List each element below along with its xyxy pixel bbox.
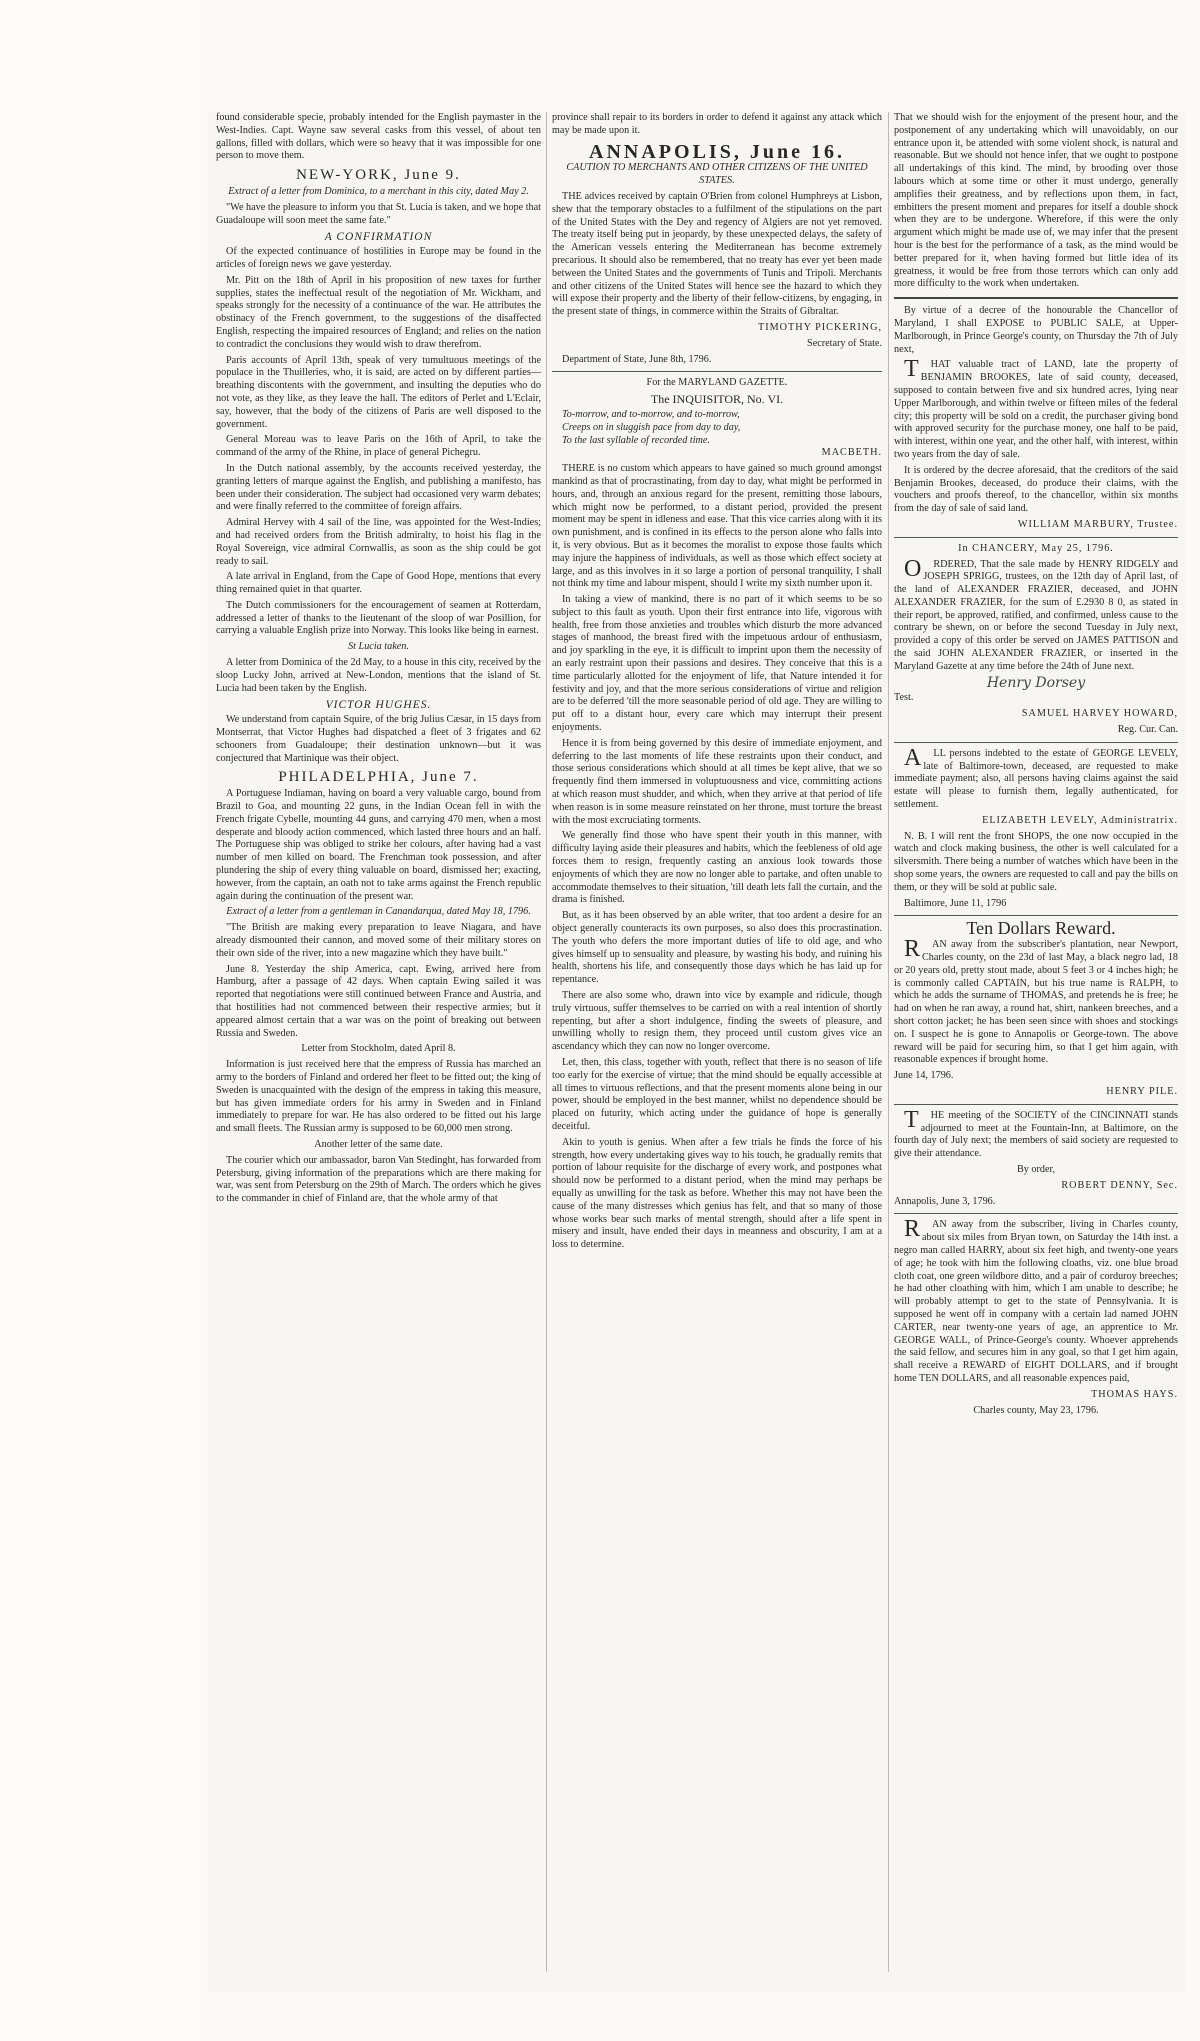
article-text: General Moreau was to leave Paris on the 16th of April, to take the command of the army of the Rhine, in place of general Pichegru. bbox=[216, 434, 541, 459]
article-text: Hence it is from being governed by this desire of immediate enjoyment, and deferring to the last moments of life these restraints upon their conduct, and those serious considerations which should at all times be kept alive, that we so frequently find them immersed in voluptuousness and vice, committing actions at which reason must shudder, and which, when they arrive at that period of life when reason is in some measure reinstated on her throne, must torture the breast with the most excruciating torments. bbox=[552, 737, 882, 826]
article-text: Admiral Hervey with 4 sail of the line, was appointed for the West-Indies; and had received orders from the British admiralty, to hoist his flag in the Royal Sovereign, vice admiral Cornwallis, as soon as the ship could be got ready to sail. bbox=[216, 517, 541, 567]
advertisement-text: RAN away from the subscriber, living in Charles county, about six miles from Bryan town, on Saturday the 14th inst. a negro man called HARRY, about six feet high, and twenty-one years of age; he took with him the following cloaths, viz. one blue broad cloth coat, one green wildbore ditto, and a pair of corduroy breeches; he had other cloathing with him, which I am unable to describe; he will probably attempt to get to the state of Pennsylvania. It is supposed he went off in company with a certain lad named JOHN CARTER, near twenty-one years of age, an apprentice to Mr. GEORGE WALL, of Prince-George's county. Whoever apprehends the said fellow, and secures him in any goal, so that I get him again, shall receive a REWARD of EIGHT DOLLARS, and if brought home TEN DOLLARS, and all reasonable expences paid, bbox=[894, 1216, 1178, 1384]
section-heading: The INQUISITOR, No. VI. bbox=[650, 392, 784, 407]
column-1 bbox=[216, 112, 541, 1209]
extract-heading: Extract of a letter from Dominica, to a merchant in this city, dated May 2. bbox=[228, 185, 529, 197]
article-text: Let, then, this class, together with youth, reflect that there is no season of life too early for the exercise of virtue; that the mind should be equally accessible at all times to virtuous reflections, and that the present moments alone being in our power, should be employed in the best manner, whilst no dependence should be placed on futurity, which acting under the guidance of hope is generally deceitful. bbox=[552, 1056, 882, 1132]
dateline-heading: NEW-YORK, June 9. bbox=[296, 167, 461, 184]
section-heading: St Lucia taken. bbox=[348, 641, 409, 653]
verse-line: To-morrow, and to-morrow, and to-morrow, bbox=[562, 408, 740, 420]
article-text: A letter from Dominica of the 2d May, to a house in this city, received by the sloop Lucky John, arrived at New-London, mentions that the island of St. Lucia had been taken by the English. bbox=[216, 657, 541, 694]
advertisement-text: ORDERED, That the sale made by HENRY RIDGELY and JOSEPH SPRIGG, trustees, on the 12th day of April last, of the land of ALEXANDER FRAZIER, deceased, and JOHN ALEXANDER FRAZIER, for the sum of £.2930 8 0, as stated in their report, be approved, ratified, and confirmed, unless cause to the contrary be shewn, on or before the second Tuesday in July next, provided a copy of this order be served on JAMES PATTISON and the said JOHN ALEXANDER FRAZIER, or inserted in the Maryland Gazette at any time before the 24th of June next. bbox=[894, 555, 1178, 672]
divider bbox=[894, 742, 1178, 743]
article-text: We understand from captain Squire, of the brig Julius Cæsar, in 15 days from Montserrat, that Victor Hughes had dispatched a fleet of 3 frigates and 62 schooners from Guadaloupe; their destination unknown—but it was conjectured that Martinique was their object. bbox=[216, 714, 541, 764]
article-text: Paris accounts of April 13th, speak of very tumultuous meetings of the populace in the Thuilleries, who, it is said, are acted on by different parties—breathing discontents with the government, and insulting the deputies who do not vote, as they like, as they leave the hall. The editors of Perlet and L'Eclair, say, however, that the body of the citizens of Paris are well disposed to the government. bbox=[216, 354, 541, 430]
signature: ELIZABETH LEVELY, Administratrix. bbox=[982, 814, 1178, 826]
article-text: A Portuguese Indiaman, having on board a very valuable cargo, bound from Brazil to Goa, and mounting 22 guns, in the Indian Ocean fell in with the French frigate Cybelle, mounting 44 guns, and carrying 470 men, when a most desperate and bloody action commenced, which lasted three hours and an half. The Portuguese ship was obliged to strike her colours, after having had a vast number of men killed on board. The Frenchman took possession, and after plundering the ship of every thing valuable on board, dismissed her; exacting, however, from the captain, an oath not to take arms against the French republic again during the continuation of the present war. bbox=[216, 788, 541, 902]
divider bbox=[894, 1213, 1178, 1214]
dateline-heading: ANNAPOLIS, June 16. bbox=[589, 140, 845, 163]
signature: HENRY PILE. bbox=[1106, 1085, 1178, 1097]
divider bbox=[552, 371, 882, 372]
column-2 bbox=[552, 112, 882, 1255]
advertisement-text: RAN away from the subscriber's plantation, near Newport, Charles county, on the 23d of last May, a black negro lad, 18 or 20 years old, pretty stout made, about 5 feet 3 or 4 inches high; he is commonly called CAPTAIN, but his true name is RALPH, to which he adds the surname of THOMAS, and pretends he is free; he had on when he ran away, a round hat, shirt, nankeen breeches, and a short cotton jacket; he has been seen since with shoes and stockings on. I suspect he is gone to Annapolis or George-town. The above reward will be paid for securing him, so that I get him again, with reasonable expences if brought home. bbox=[894, 936, 1178, 1066]
attestation: Test. bbox=[894, 692, 914, 704]
article-text: The courier which our ambassador, baron Van Stedinght, has forwarded from Petersburg, giving information of the preparations which are there making for war, was sent from Petersburg on the 29th of March. The orders which he gives to the commander in chief of Finland are, that the whole army of that bbox=[216, 1154, 541, 1205]
article-text: That we should wish for the enjoyment of the present hour, and the postponement of any undertaking which will unavoidably, on our entrance upon it, be attended with some violent shock, is natural and reasonable. But we should not hence infer, that we ought to postpone all undertakings of this kind. The mind, by brooding over those labours which at some time or other it must undergo, generally amplifies their greatness, and by reflections upon them, in fact, embitters the present moment and prepares for itself a double shock when they are to be undergone. Wherefore, if this were the only argument which might be made use of, we may infer that the present hour is the best for the performance of a task, as the mind would be better prepared for it, when having formed but little idea of its greatness, it would be free from those terrors which can only add more difficulty to the work when undertaken. bbox=[894, 112, 1178, 290]
article-text: Akin to youth is genius. When after a few trials he finds the force of his strength, how every undertaking gives way to his touch, he gradually remits that portion of labour requisite for the discharge of every work, and postpones what should now be performed to a distant period, when the mind may perhaps be equally as unwilling for the task as before. Whether this may not have been the cause of the many distresses which genius has felt, and that so many of those whose works bear such marks of mental strength, should after a life spent in misery and insult, have ended their days in meanness and obscurity, I am at a loss to determine. bbox=[552, 1136, 882, 1251]
page-margin bbox=[0, 0, 200, 2041]
section-heading: In CHANCERY, May 25, 1796. bbox=[958, 542, 1114, 554]
verse-attribution: MACBETH. bbox=[821, 447, 882, 459]
article-text: "We have the pleasure to inform you that St. Lucia is taken, and we hope that Guadaloupe will soon meet the same fate." bbox=[216, 201, 541, 226]
advertisement-text: It is ordered by the decree aforesaid, that the creditors of the said Benjamin Brookes, deceased, do produce their claims, with the vouchers and proofs thereof, to the chancellor, within six months from the day of sale of said land. bbox=[894, 464, 1178, 515]
article-text: "The British are making every preparation to leave Niagara, and have already dismounted their cannon, and moved some of their military stores on their own side of the river, into a new magazine which they have built." bbox=[216, 922, 541, 959]
divider bbox=[894, 297, 1178, 299]
advertisement-text: N. B. I will rent the front SHOPS, the one now occupied in the watch and clock making business, the other is well calculated for a silversmith. There being a number of watches which have been in the shop some years, the owners are requested to call and pay the bills on them, or they will be sold at public sale. bbox=[894, 830, 1178, 893]
section-heading: Letter from Stockholm, dated April 8. bbox=[301, 1043, 456, 1055]
dateline: Annapolis, June 3, 1796. bbox=[894, 1195, 996, 1207]
article-text: found considerable specie, probably intended for the English paymaster in the West-Indies. Capt. Wayne saw several casks from this vessel, of about ten gallons, filled with dollars, which were so heavy that it was impossible for one person to move them. bbox=[216, 112, 541, 162]
column-rule bbox=[546, 112, 547, 1972]
column-rule bbox=[888, 112, 889, 1972]
article-text: We generally find those who have spent their youth in this manner, with difficulty laying aside their pleasures and habits, which the feebleness of old age forces them to resign, frequently casting an anxious look towards those enjoyments of which they are now no longer able to partake, and often unable to accommodate themselves to their situation, 'till death lets fall the curtain, and the drama is finished. bbox=[552, 830, 882, 906]
signature: WILLIAM MARBURY, Trustee. bbox=[1017, 518, 1178, 530]
article-text: Mr. Pitt on the 18th of April in his proposition of new taxes for further supplies, states the ineffectual result of the negotiation of Mr. Wickham, and speaks strongly for the necessity of a continuance of the war. He attributes the obstinacy of the French government, to the suggestions of the disaffected English, respecting the impaired resources of England; and relies on the nation to contradict the conclusions they would wish to draw therefrom. bbox=[216, 274, 541, 350]
column-3 bbox=[894, 112, 1178, 1420]
signature: ROBERT DENNY, Sec. bbox=[1061, 1179, 1178, 1191]
attestation: By order, bbox=[1016, 1163, 1056, 1175]
signature: TIMOTHY PICKERING, bbox=[757, 321, 882, 333]
newspaper-page bbox=[208, 112, 1186, 1992]
section-heading: Another letter of the same date. bbox=[314, 1138, 443, 1150]
divider bbox=[894, 537, 1178, 538]
advertisement-text: THAT valuable tract of LAND, late the property of BENJAMIN BROOKES, late of said county, deceased, supposed to contain between five and six hundred acres, lying near Upper Marlborough, and within twelve or fifteen miles of the federal city; this property will be sold on a credit, the purchaser giving bond with approved security for the purchase money, one half to be paid, with interest, within one year, and the other half, with interest, within two years from the day of sale. bbox=[894, 356, 1178, 460]
divider bbox=[894, 1104, 1178, 1105]
section-heading: CAUTION TO MERCHANTS AND OTHER CITIZENS OF THE UNITED STATES. bbox=[566, 162, 868, 187]
advertisement-text: ALL persons indebted to the estate of GEORGE LEVELY, late of Baltimore-town, deceased, are requested to make immediate payment; also, all persons having claims against the said estate will please to furnish them, legally authenticated, for settlement. bbox=[894, 744, 1178, 811]
advertisement-text: THE meeting of the SOCIETY of the CINCINNATI stands adjourned to meet at the Fountain-Inn, at Baltimore, on the fourth day of July next; the members of said society are requested to give their attendance. bbox=[894, 1106, 1178, 1160]
dateline: Charles county, May 23, 1796. bbox=[973, 1404, 1099, 1416]
article-text: June 8. Yesterday the ship America, capt. Ewing, arrived here from Hamburg, after a passage of 42 days. When captain Ewing sailed it was reported that negotiations were still continued between France and Austria, and that hostilities had not commenced between their respective armies; but it appeared almost certain that a war was on the point of breaking out between Russia and Sweden. bbox=[216, 963, 541, 1039]
article-text: THE advices received by captain O'Brien from colonel Humphreys at Lisbon, shew that the temporary obstacles to a fulfilment of the stipulations on the part of the United States with the Dey and regency of Algiers are not yet removed. The treaty itself being put in jeopardy, by these unexpected delays, the safety of the American vessels entering the Mediterranean has become extremely precarious. It should also be remembered, that no treaty has ever yet been made between the United States and the governments of Tunis and Tripoli. Merchants and other citizens of the United States will hence see the hazard to which they will expose their property and the liberty of their fellow-citizens, by engaging, in the present state of things, in commerce within the Straits of Gibraltar. bbox=[552, 190, 882, 318]
advertisement-text: By virtue of a decree of the honourable the Chancellor of Maryland, I shall EXPOSE to PUBLIC SALE, at Upper-Marlborough, in Prince George's county, on Thursday the 7th of July next, bbox=[894, 305, 1178, 355]
extract-heading: Extract of a letter from a gentleman in Canandarqua, dated May 18, 1796. bbox=[226, 906, 531, 918]
article-text: province shall repair to its borders in order to defend it against any attack which may be made upon it. bbox=[552, 112, 882, 136]
article-text: A late arrival in England, from the Cape of Good Hope, mentions that every thing remained quiet in that quarter. bbox=[216, 571, 541, 596]
signature-title: Secretary of State. bbox=[807, 337, 882, 349]
article-text: Information is just received here that the empress of Russia has marched an army to the borders of Finland and ordered her fleet to be fitted out; the king of Sweden is unacquainted with the design of the empress in taking this measure, but has given immediate orders for his army in Sweden and in Finland immediately to prepare for war. He has also ordered to be fitted out his large and small fleets. The Russian army is supposed to be 60,000 men strong. bbox=[216, 1059, 541, 1135]
section-heading: VICTOR HUGHES. bbox=[325, 699, 432, 712]
article-text: The Dutch commissioners for the encouragement of seamen at Rotterdam, addressed a letter of thanks to the lieutenant of the sloop of war Posillion, for carrying a valuable English prize into Norway. This looks like being in earnest. bbox=[216, 599, 541, 637]
article-text: But, as it has been observed by an able writer, that too ardent a desire for an object generally counteracts its own purposes, so also does this procrastination. The youth who defers the more important duties of life to old age, and who gives himself up to sensuality and pleasure, by wasting his body, and ruining his health, shortens his life, and consequently those days which he has laid up for repentance. bbox=[552, 910, 882, 986]
verse-line: To the last syllable of recorded time. bbox=[562, 434, 710, 446]
article-text: In the Dutch national assembly, by the accounts received yesterday, the granting letters of marque against the English, and publishing a manifesto, has been under their consideration. The subject had occasioned very warm debates; and were finally referred to the committee of foreign affairs. bbox=[216, 462, 541, 513]
divider bbox=[894, 915, 1178, 916]
verse-line: Creeps on in sluggish pace from day to day, bbox=[562, 421, 741, 433]
dateline: Baltimore, June 11, 1796 bbox=[904, 897, 1007, 909]
signature: THOMAS HAYS. bbox=[1091, 1388, 1178, 1400]
signature-title: Reg. Cur. Can. bbox=[1117, 724, 1178, 736]
dateline-heading: PHILADELPHIA, June 7. bbox=[278, 769, 479, 786]
article-text: In taking a view of mankind, there is no part of it which seems to be so subject to this fault as youth. Upon their first entrance into life, vigorous with health, free from those anxieties and troubles which disturb the more advanced stages of manhood, the breast fired with the impetuous ardour of enthusiasm, and joy sparkling in the eye, it is difficult to imprint upon them the necessity of an early restraint upon their passions and desires. They conceive that this is a time particularly allotted for the enjoyment of life, that Nature intended it for festivity and joy, and that the more serious considerations of virtue and religion are to be deferred 'till the more seasonable period of old age. They are willing to put off to a distant hour, every care which may interrupt their present enjoyments. bbox=[552, 594, 882, 734]
dateline: Department of State, June 8th, 1796. bbox=[562, 353, 712, 365]
article-text: There are also some who, drawn into vice by example and ridicule, though truly virtuous, suffer themselves to be carried on with a real intention of shortly repenting, but after a short indulgence, finding the sweets of pleasure, and unwilling wholly to resign them, they proceed until custom gives vice an ascendancy which they can now no longer overcome. bbox=[552, 990, 882, 1053]
signature: SAMUEL HARVEY HOWARD, bbox=[1021, 708, 1178, 720]
article-text: THERE is no custom which appears to have gained so much ground amongst mankind as that of procrastinating, from day to day, what might be performed in hours, and, through an anxious regard for the present, remitting those labours, which might now be performed, to a distant period, provided the present moment may be spent in idleness and ease. That this vice carries along with it its own punishment, and is confined in its effects to the person alone who falls into it, is very obvious. But as it becomes the moralist to expose those faults which may injure the happiness of individuals, as well as those which effect society at large, and as this involves in it so large a portion of personal tranquility, I shall not think my time and labour mispent, should I write my sixth number upon it. bbox=[552, 463, 882, 590]
article-text: Of the expected continuance of hostilities in Europe may be found in the articles of foreign news we gave yesterday. bbox=[216, 246, 541, 270]
section-heading: A CONFIRMATION bbox=[324, 231, 433, 244]
dateline: June 14, 1796. bbox=[894, 1070, 954, 1082]
section-heading: Ten Dollars Reward. bbox=[966, 918, 1116, 939]
handwritten-signature: Henry Dorsey bbox=[986, 674, 1086, 691]
section-heading: For the MARYLAND GAZETTE. bbox=[646, 377, 788, 389]
